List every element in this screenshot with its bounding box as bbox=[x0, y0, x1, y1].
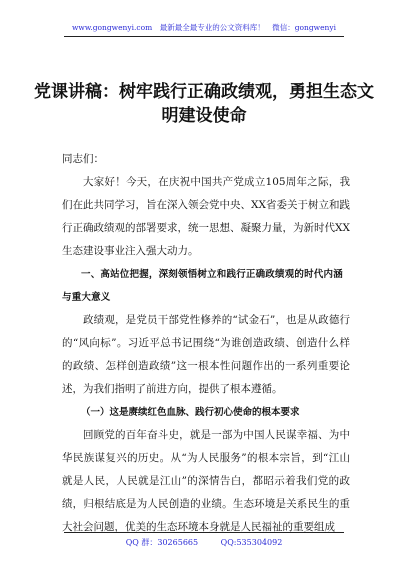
salutation: 同志们： bbox=[62, 153, 104, 165]
page-footer bbox=[0, 537, 408, 548]
footer-divider bbox=[64, 532, 344, 533]
paragraph-2: 回顾党的百年奋斗史，就是一部为中国人民谋幸福、为中华民族谋复兴的历史。从“为人民服务”的根本宗旨，到“江山就是人民，人民就是江山”的深情告白，都昭示着我们党的政绩，归根结底是为人民创造的业绩。生态环境是关系民生的重大社会问题，优美的生态环境本身就是人民福祉的重要组成 bbox=[62, 429, 350, 533]
header-divider bbox=[64, 36, 344, 37]
paragraph-1: 政绩观，是党员干部党性修养的“试金石”，也是从政德行的“风向标”。习近平总书记围绕“为谁创造政绩、创造什么样的政绩、怎样创造政绩”这一根本性问题作出的一系列重要论述，为我们指明了前进方向，提供了根本遵循。 bbox=[62, 314, 350, 395]
subsection-heading-1: （一）这是赓续红色血脉、践行初心使命的根本要求 bbox=[81, 407, 300, 418]
footer-qq-contact: QQ:535304092 bbox=[220, 538, 283, 547]
section-heading-1: 一、高站位把握，深刻领悟树立和践行正确政绩观的时代内涵与重大意义 bbox=[62, 269, 343, 303]
footer-qq-group: QQ 群：30265665 bbox=[125, 538, 199, 547]
document-body bbox=[62, 148, 350, 539]
page-header: www.gongwenyi.com 最新最全最专业的公文资料库！ 微信：gongwenyi bbox=[71, 23, 336, 32]
document-title: 党课讲稿：树牢践行正确政绩观，勇担生态文明建设使命 bbox=[34, 82, 374, 126]
intro-paragraph: 大家好！今天，在庆祝中国共产党成立105周年之际，我们在此共同学习，旨在深入领会党中央、XX省委关于树立和践行正确政绩观的部署要求，统一思想、凝聚力量，为新时代XX生态建设事业注入强大动力。 bbox=[62, 176, 350, 257]
